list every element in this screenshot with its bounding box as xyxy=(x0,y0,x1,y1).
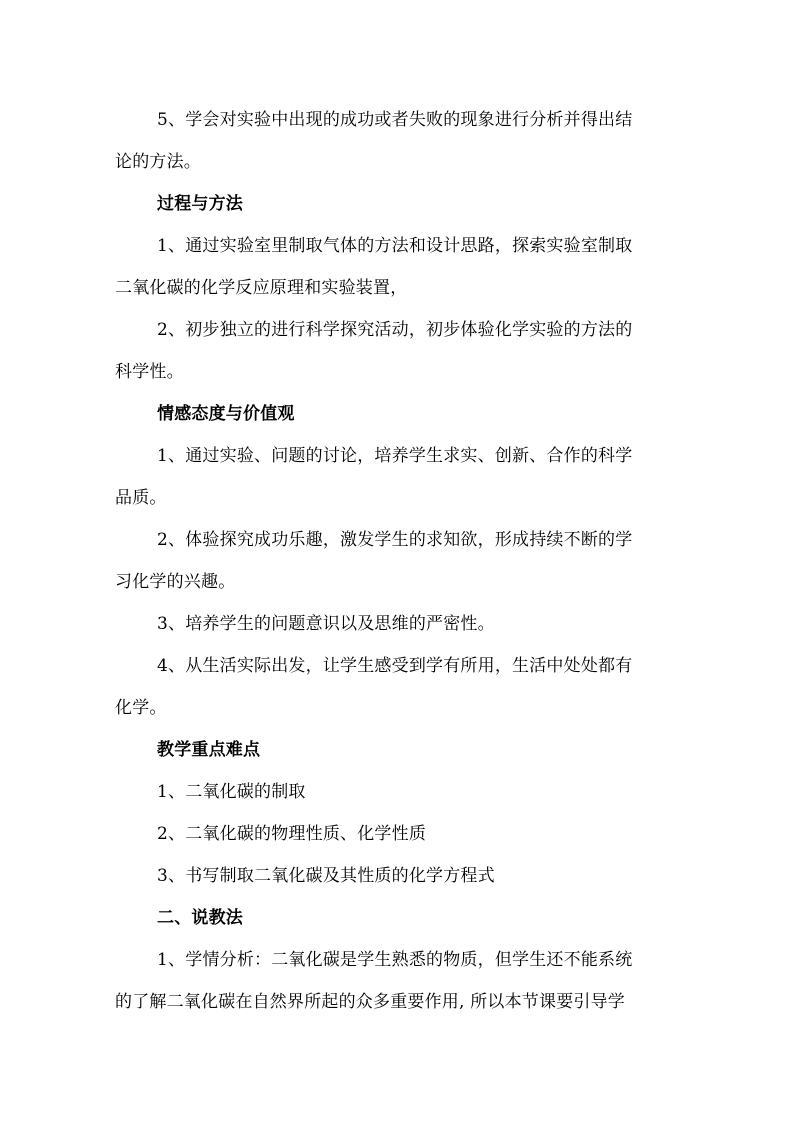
paragraph-line: 论的方法。 xyxy=(115,152,201,172)
paragraph-line: 1、通过实验、问题的讨论，培养学生求实、创新、合作的科学 xyxy=(157,446,633,466)
paragraph-line: 化学。 xyxy=(115,698,167,718)
paragraph-line: 的了解二氧化碳在自然界所起的众多重要作用, 所以本节课要引导学 xyxy=(115,992,626,1012)
section-heading: 过程与方法 xyxy=(157,194,243,214)
paragraph-line: 习化学的兴趣。 xyxy=(115,572,236,592)
paragraph-line: 科学性。 xyxy=(115,362,184,382)
section-heading: 二、说教法 xyxy=(157,908,243,928)
paragraph-line: 品质。 xyxy=(115,488,167,508)
paragraph-line: 1、通过实验室里制取气体的方法和设计思路，探索实验室制取 xyxy=(157,236,633,256)
paragraph-line: 3、书写制取二氧化碳及其性质的化学方程式 xyxy=(157,866,495,886)
paragraph-line: 4、从生活实际出发，让学生感受到学有所用，生活中处处都有 xyxy=(157,656,633,676)
paragraph-line: 二氧化碳的化学反应原理和实验装置， xyxy=(115,278,408,298)
paragraph-line: 3、培养学生的问题意识以及思维的严密性。 xyxy=(157,614,495,634)
paragraph-line: 1、二氧化碳的制取 xyxy=(157,782,306,802)
section-heading: 情感态度与价值观 xyxy=(157,404,295,424)
paragraph-line: 1、学情分析：二氧化碳是学生熟悉的物质，但学生还不能系统 xyxy=(157,950,633,970)
section-heading: 教学重点难点 xyxy=(157,740,261,760)
paragraph-line: 2、二氧化碳的物理性质、化学性质 xyxy=(157,824,427,844)
paragraph-line: 2、初步独立的进行科学探究活动，初步体验化学实验的方法的 xyxy=(157,320,633,340)
paragraph-line: 2、体验探究成功乐趣，激发学生的求知欲，形成持续不断的学 xyxy=(157,530,633,550)
paragraph-line: 5、学会对实验中出现的成功或者失败的现象进行分析并得出结 xyxy=(157,110,633,130)
